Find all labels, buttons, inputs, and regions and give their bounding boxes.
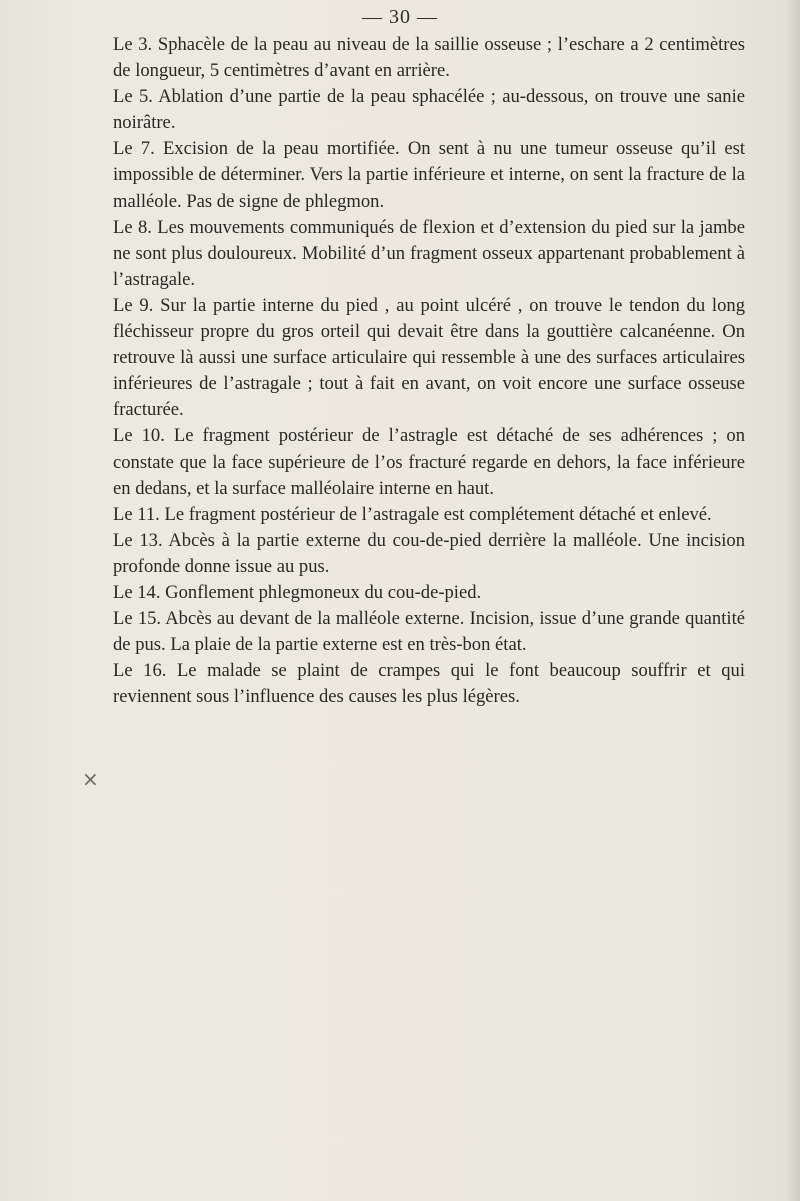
entry-day-8 <box>113 215 745 293</box>
entry-text: Abcès au devant de la malléole externe. Incision, issue d’une grande quantité de pus. La plaie de la partie externe est en très-bon état. <box>113 608 745 656</box>
entry-date: Le 10. <box>113 425 165 447</box>
entry-text: Ablation d’une partie de la peau sphacélée ; au-dessous, on trouve une sanie noirâtre. <box>113 86 745 134</box>
margin-pencil-mark: × <box>82 767 99 791</box>
page-number: — 30 — <box>362 6 438 28</box>
entry-text: Les mouvements communiqués de flexion et d’extension du pied sur la jambe ne sont plus douloureux. Mobilité d’un fragment osseux appartenant probablement à l’astragale. <box>113 216 745 290</box>
entry-day-7 <box>113 136 745 214</box>
entry-date: Le 7. <box>113 138 155 160</box>
page-edge-shadow <box>786 0 800 1201</box>
entry-day-9 <box>113 293 745 423</box>
entry-date: Le 3. <box>113 34 153 55</box>
entry-date: Le 8. <box>113 216 152 238</box>
entry-date: Le 11. <box>113 503 160 525</box>
entry-date: Le 5. <box>113 86 153 108</box>
entry-text: Le malade se plaint de crampes qui le font beaucoup souffrir et qui reviennent sous l’influence des causes les plus légères. <box>113 660 745 708</box>
entry-date: Le 9. <box>113 294 154 316</box>
entry-text: Sphacèle de la peau au niveau de la saillie osseuse ; l’eschare a 2 centimètres de longueur, 5 centimètres d’avant en arrière. <box>113 34 745 82</box>
entry-day-11 <box>113 502 745 528</box>
entry-day-13 <box>113 528 745 580</box>
entry-date: Le 16. <box>113 660 167 682</box>
entry-date: Le 13. <box>113 529 163 551</box>
entry-day-15 <box>113 606 745 658</box>
entry-day-10 <box>113 423 745 501</box>
entry-day-5 <box>113 84 745 136</box>
entry-date: Le 14. <box>113 581 161 603</box>
entry-text: Le fragment postérieur de l’astragale est complétement détaché et enlevé. <box>164 503 712 525</box>
entry-text: Abcès à la partie externe du cou-de-pied derrière la malléole. Une incision profonde donne issue au pus. <box>113 529 745 577</box>
entry-text: Gonflement phlegmoneux du cou-de-pied. <box>165 581 482 603</box>
body-text <box>113 32 745 710</box>
entry-day-3 <box>113 32 745 84</box>
entry-text: Excision de la peau mortifiée. On sent à nu une tumeur osseuse qu’il est impossible de déterminer. Vers la partie inférieure et interne, on sent la fracture de la malléole. Pas de signe de phlegmon. <box>113 138 745 212</box>
entry-day-16 <box>113 658 745 710</box>
entry-text: Sur la partie interne du pied , au point ulcéré , on trouve le tendon du long fléchisseur propre du gros orteil qui devait être dans la gouttière calcanéenne. On retrouve là aussi une surface articulaire qui ressemble à une des surfaces articulaires inférieures de l’astragale ; tout à fait en avant, on voit encore une surface osseuse fracturée. <box>113 294 745 421</box>
entry-text: Le fragment postérieur de l’astragle est détaché de ses adhérences ; on constate que la face supérieure de l’os fracturé regarde en dehors, la face inférieure en dedans, et la surface malléolaire interne en haut. <box>113 425 746 499</box>
entry-day-14 <box>113 580 745 606</box>
entry-date: Le 15. <box>113 608 162 630</box>
